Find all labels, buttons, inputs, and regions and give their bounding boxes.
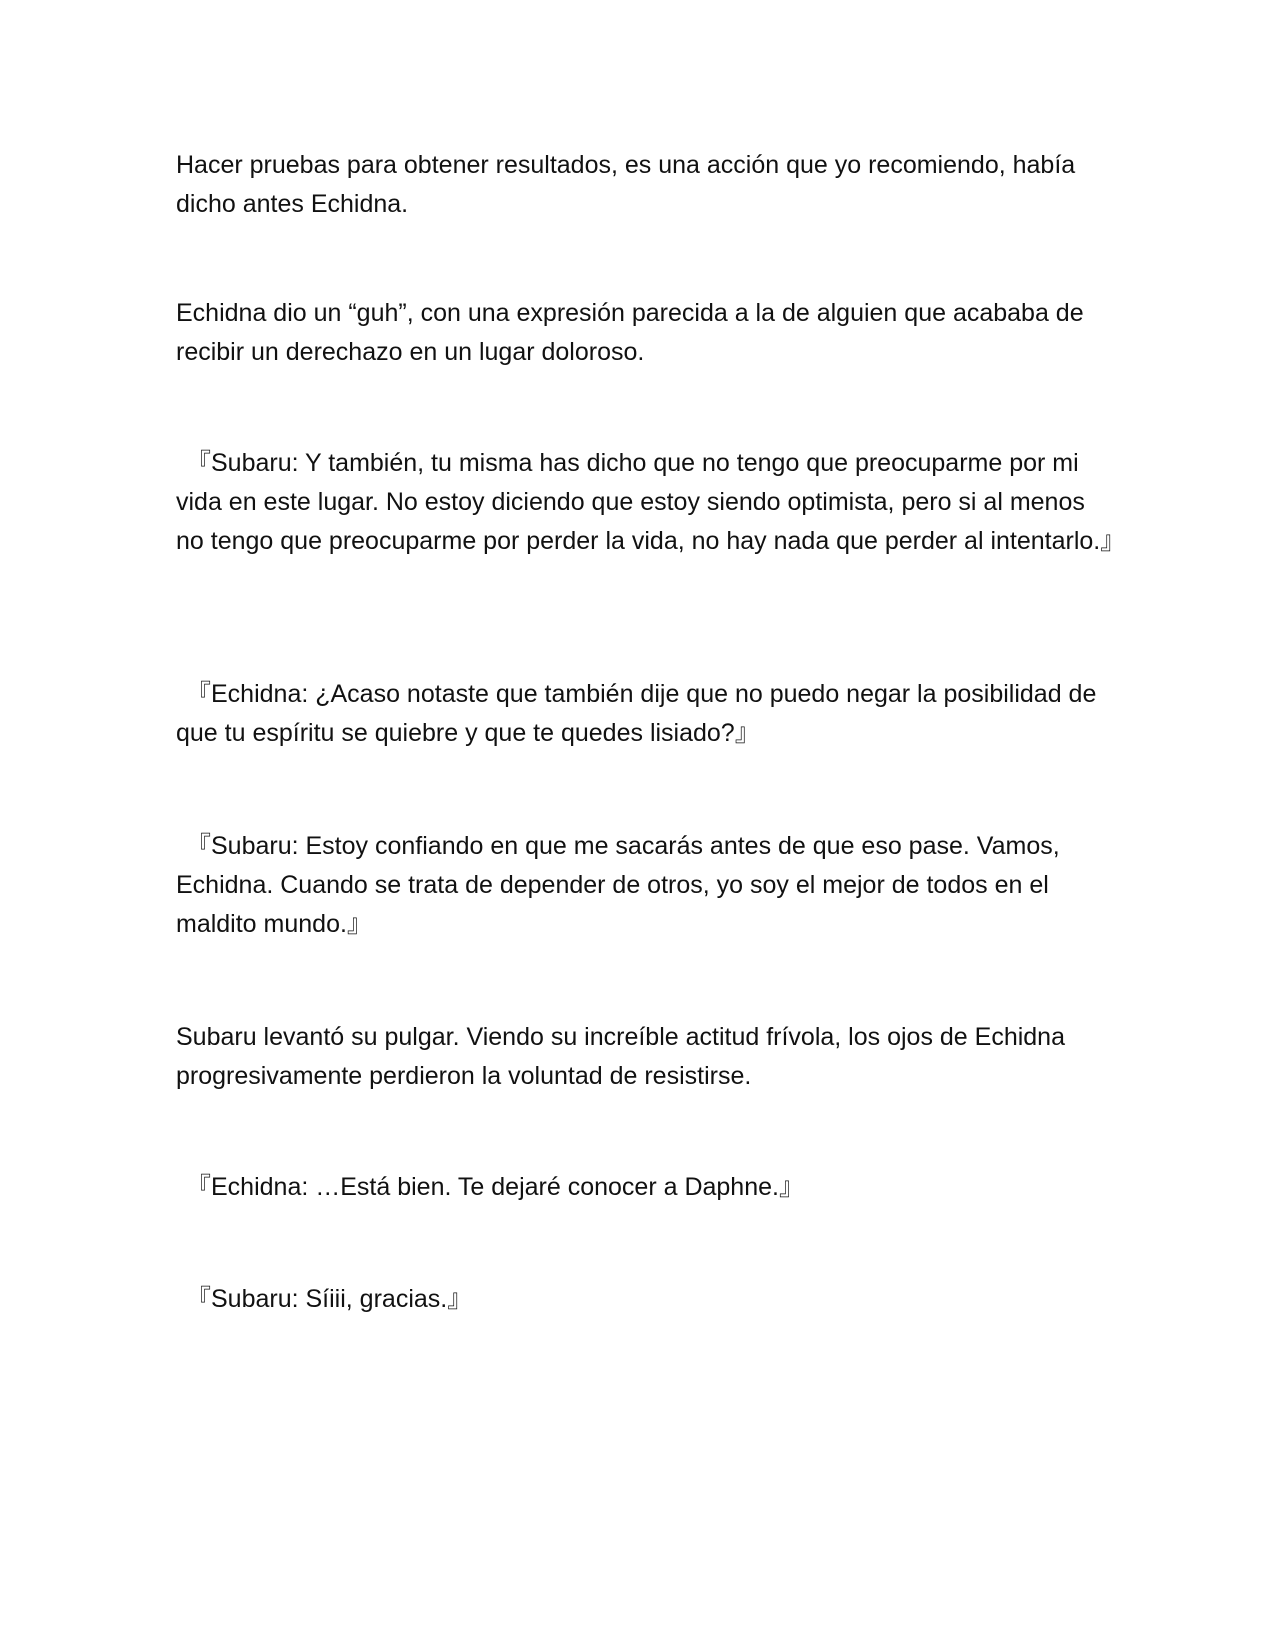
dialogue-subaru: 『Subaru: Síiii, gracias.』 [186, 1285, 473, 1313]
dialogue-subaru: 『Subaru: Estoy confiando en que me sacarás antes de que eso pase. Vamos, Echidna. Cuando se trata de depender de otros, yo soy el mejor de todos en el maldito mundo.』 [176, 832, 1060, 938]
narration-paragraph: Subaru levantó su pulgar. Viendo su increíble actitud frívola, los ojos de Echidna progresivamente perdieron la voluntad de resistirse. [176, 1023, 1065, 1090]
dialogue-subaru: 『Subaru: Y también, tu misma has dicho que no tengo que preocuparme por mi vida en este lugar. No estoy diciendo que estoy siendo optimista, pero si al menos no tengo que preocuparme por perder la vida, no hay nada que perder al intentarlo.』 [176, 449, 1126, 555]
narration-paragraph: Echidna dio un “guh”, con una expresión parecida a la de alguien que acababa de recibir un derechazo en un lugar doloroso. [176, 299, 1084, 366]
narration-paragraph: Hacer pruebas para obtener resultados, es una acción que yo recomiendo, había dicho antes Echidna. [176, 151, 1076, 218]
dialogue-echidna: 『Echidna: …Está bien. Te dejaré conocer a Daphne.』 [186, 1173, 804, 1201]
dialogue-echidna: 『Echidna: ¿Acaso notaste que también dije que no puedo negar la posibilidad de que tu espíritu se quiebre y que te quedes lisiado?』 [176, 680, 1097, 747]
